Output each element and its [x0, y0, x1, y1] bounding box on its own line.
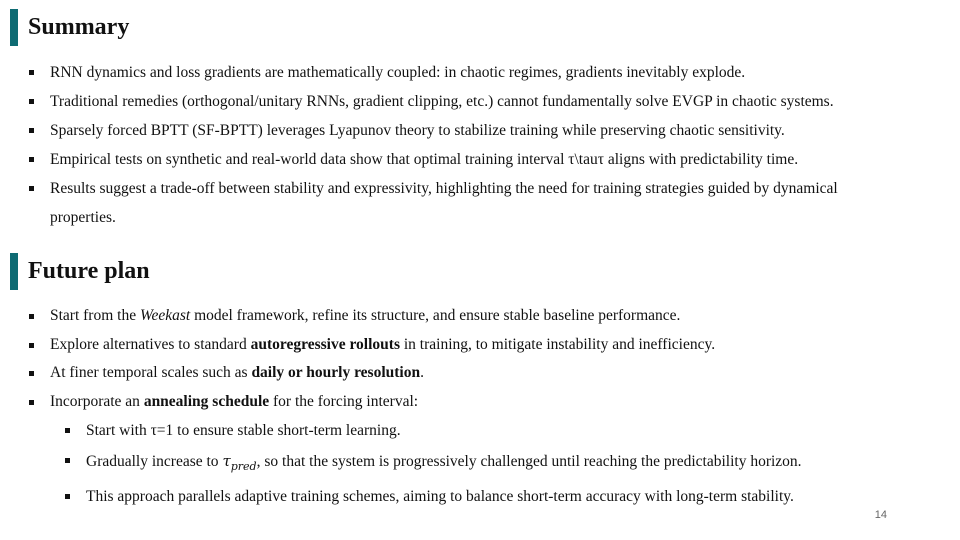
future-plan-title: Future plan [28, 258, 150, 284]
summary-item: Traditional remedies (orthogonal/unitary RNNs, gradient clipping, etc.) cannot fundamentally solve EVGP in chaotic systems. [0, 87, 900, 116]
bullet-square-icon [29, 70, 34, 75]
future-item: Start from the Weekast model framework, refine its structure, and ensure stable baseline performance. [0, 302, 900, 331]
future-subitem: This approach parallels adaptive training schemes, aiming to balance short-term accuracy with long-term stability. [0, 482, 900, 512]
future-item: Incorporate an annealing schedule for the forcing interval: [0, 388, 900, 417]
heading-accent-bar [10, 253, 18, 290]
bullet-square-icon [65, 458, 70, 463]
future-subitem: Gradually increase to $\tau_{pred}$, so that the system is progressively challenged until reaching the predictability horizon. [0, 446, 900, 482]
future-item: Explore alternatives to standard autoregressive rollouts in training, to mitigate instability and inefficiency. [0, 331, 900, 360]
bullet-square-icon [29, 314, 34, 319]
future-item: At finer temporal scales such as daily or hourly resolution. [0, 359, 900, 388]
bullet-square-icon [29, 371, 34, 376]
summary-item: Results suggest a trade-off between stability and expressivity, highlighting the need for training strategies guided by dynamical properties. [0, 174, 890, 232]
bullet-square-icon [29, 400, 34, 405]
summary-heading [10, 9, 129, 46]
heading-accent-bar [10, 9, 18, 46]
bullet-square-icon [29, 128, 34, 133]
future-plan-list [0, 302, 900, 512]
tau-pred-math: $\tau_{pred}$ [222, 452, 257, 473]
summary-list [0, 58, 900, 232]
summary-item: RNN dynamics and loss gradients are mathematically coupled: in chaotic regimes, gradients inevitably explode. [0, 58, 900, 87]
bullet-square-icon [29, 99, 34, 104]
page-number: 14 [874, 509, 887, 521]
future-subitem: Start with τ=1 to ensure stable short-term learning. [0, 416, 900, 446]
summary-item: Sparsely forced BPTT (SF-BPTT) leverages Lyapunov theory to stabilize training while preserving chaotic sensitivity. [0, 116, 900, 145]
bullet-square-icon [65, 428, 70, 433]
summary-item: Empirical tests on synthetic and real-world data show that optimal training interval τ\tauτ aligns with predictability time. [0, 145, 900, 174]
bullet-square-icon [29, 157, 34, 162]
bullet-square-icon [29, 186, 34, 191]
bullet-square-icon [65, 494, 70, 499]
summary-title: Summary [28, 14, 130, 40]
future-plan-heading [10, 253, 150, 290]
bullet-square-icon [29, 343, 34, 348]
